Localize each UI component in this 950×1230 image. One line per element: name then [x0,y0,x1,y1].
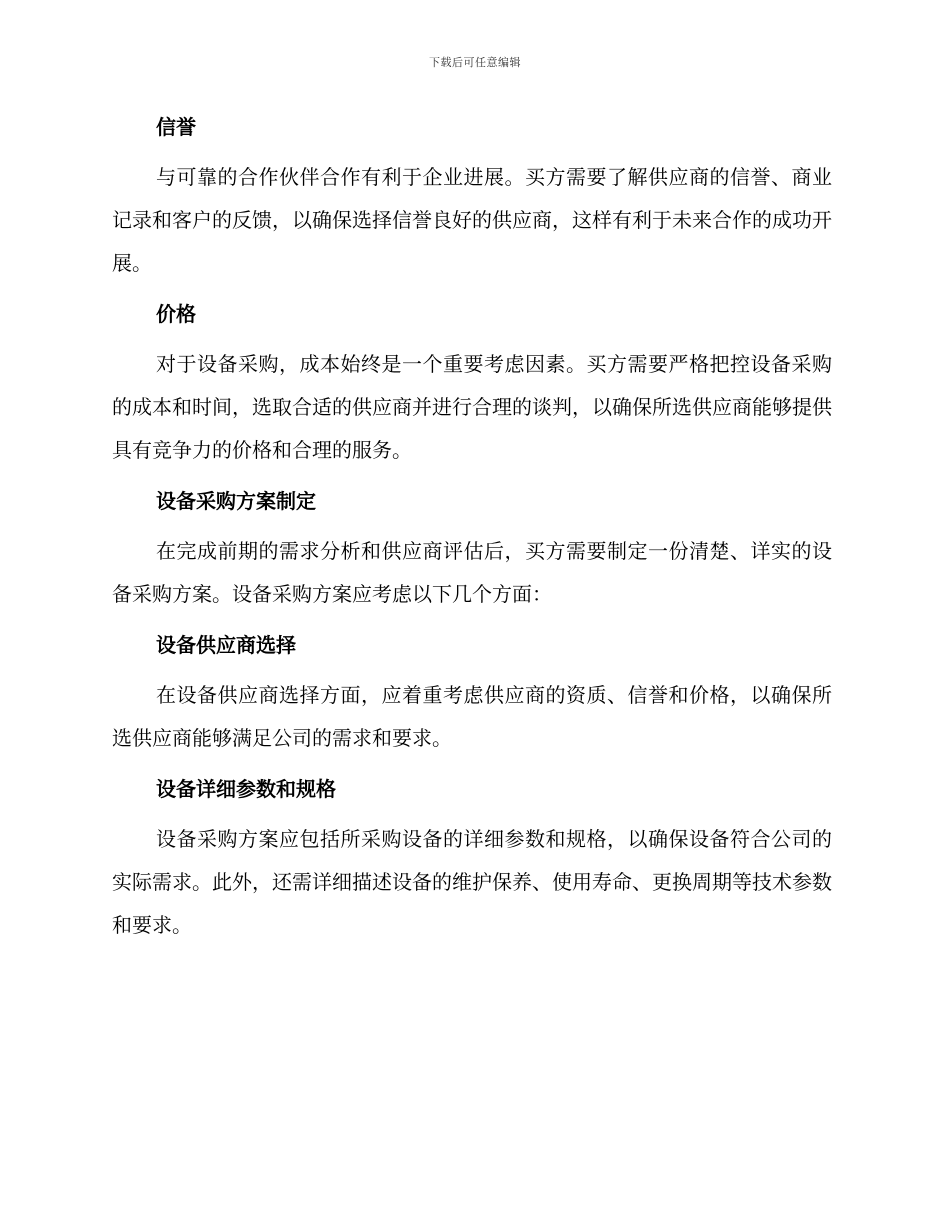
section-heading-equipment-specs: 设备详细参数和规格 [156,777,336,801]
section-paragraph-procurement-plan: 在完成前期的需求分析和供应商评估后，买方需要制定一份清楚、详实的设备采购方案。设备采购方案应考虑以下几个方面： [112,539,832,606]
page-header: 下载后可任意编辑 [429,56,521,69]
section-paragraph-equipment-specs: 设备采购方案应包括所采购设备的详细参数和规格，以确保设备符合公司的实际需求。此外，还需详细描述设备的维护保养、使用寿命、更换周期等技术参数和要求。 [112,827,832,937]
section-paragraph-price: 对于设备采购，成本始终是一个重要考虑因素。买方需要严格把控设备采购的成本和时间，选取合适的供应商并进行合理的谈判，以确保所选供应商能够提供具有竞争力的价格和合理的服务。 [112,352,832,462]
document-body [112,108,832,957]
section-heading-procurement-plan: 设备采购方案制定 [156,489,316,513]
section-paragraph-reputation: 与可靠的合作伙伴合作有利于企业进展。买方需要了解供应商的信誉、商业记录和客户的反馈，以确保选择信誉良好的供应商，这样有利于未来合作的成功开展。 [112,165,832,275]
section-heading-price: 价格 [156,302,196,326]
section-heading-supplier-selection: 设备供应商选择 [156,633,296,657]
section-heading-reputation: 信誉 [156,115,196,139]
section-paragraph-supplier-selection: 在设备供应商选择方面，应着重考虑供应商的资质、信誉和价格，以确保所选供应商能够满足公司的需求和要求。 [112,683,832,750]
